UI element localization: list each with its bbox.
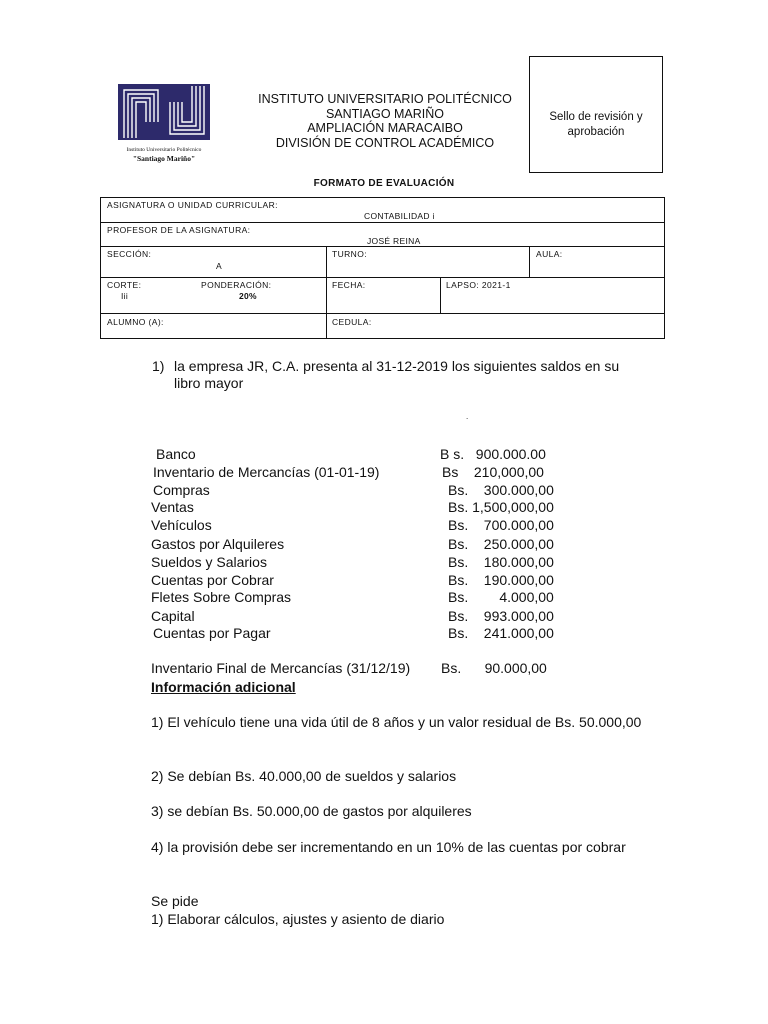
additional-item-2: 2) Se debían Bs. 40.000,00 de sueldos y salarios: [151, 768, 457, 784]
account-row: [151, 554, 267, 570]
account-name: Ventas: [151, 499, 194, 515]
institution-line-4: DIVISIÓN DE CONTROL ACADÉMICO: [275, 135, 495, 150]
seal-line-1: Sello de revisión y: [549, 110, 643, 123]
weight-label: PONDERACIÓN:: [201, 280, 272, 290]
section-label: SECCIÓN:: [107, 249, 152, 259]
stray-dot: .: [466, 412, 469, 421]
student-label: ALUMNO (A):: [107, 317, 164, 327]
account-name: Cuentas por Pagar: [153, 625, 271, 641]
subject-label: ASIGNATURA O UNIDAD CURRICULAR:: [107, 200, 278, 210]
logo-text-line1: Instituto Universitario Politécnico: [126, 147, 202, 153]
account-row: [151, 589, 291, 605]
institution-line-3: AMPLIACIÓN MARACAIBO: [307, 121, 463, 135]
account-name: Capital: [151, 608, 195, 624]
professor-label: PROFESOR DE LA ASIGNATURA:: [107, 225, 251, 235]
section-value: A: [216, 261, 222, 271]
account-amount: Bs. 993.000,00: [448, 608, 554, 624]
shift-label: TURNO:: [332, 249, 367, 259]
account-row: [151, 499, 194, 515]
account-amount: B s. 900.000.00: [440, 446, 546, 462]
subject-value: CONTABILIDAD i: [364, 211, 435, 221]
form-row-professor: [100, 222, 665, 247]
account-name: Sueldos y Salarios: [151, 554, 267, 570]
account-row: [151, 608, 195, 624]
request-title: Se pide: [151, 893, 199, 909]
additional-info-title: Información adicional: [151, 679, 296, 695]
account-amount: Bs. 300.000,00: [448, 482, 554, 498]
account-row: [151, 572, 274, 588]
additional-item-1: 1) El vehículo tiene una vida útil de 8 años y un valor residual de Bs. 50.000,00: [151, 714, 642, 730]
account-row: [153, 464, 379, 480]
additional-item-4: 4) la provisión debe ser incrementando en un 10% de las cuentas por cobrar: [151, 839, 626, 855]
statement-number: 1): [152, 358, 165, 374]
account-name: Cuentas por Cobrar: [151, 572, 274, 588]
account-name: Gastos por Alquileres: [151, 536, 285, 552]
institution-heading: [230, 92, 540, 150]
account-row: [153, 482, 210, 498]
classroom-label: AULA:: [536, 249, 563, 259]
cut-value: Iii: [121, 291, 129, 301]
statement-line-1: la empresa JR, C.A. presenta al 31-12-2019 los siguientes saldos en su: [174, 358, 620, 374]
form-row-cut: [100, 277, 665, 314]
id-label: CEDULA:: [332, 317, 372, 327]
term-label: LAPSO: 2021-1: [446, 280, 511, 290]
review-seal-box: [529, 56, 663, 173]
weight-value: 20%: [239, 291, 257, 301]
account-amount: Bs 210,000,00: [442, 464, 544, 480]
account-amount: Bs. 250.000,00: [448, 536, 554, 552]
cut-divider-1: [326, 278, 327, 313]
account-row: [153, 625, 271, 641]
date-label: FECHA:: [332, 280, 366, 290]
account-amount: Bs. 180.000,00: [448, 554, 554, 570]
account-row: [156, 446, 196, 462]
statement-line-2: libro mayor: [174, 375, 244, 391]
form-row-section: [100, 246, 665, 278]
account-row: [151, 536, 284, 552]
account-name: Fletes Sobre Compras: [151, 589, 292, 605]
professor-value: JOSÉ REINA: [367, 236, 421, 246]
seal-line-2: aprobación: [567, 125, 625, 138]
account-amount: Bs. 1,500,000,00: [448, 499, 554, 515]
section-divider-1: [326, 247, 327, 277]
account-amount: Bs. 4.000,00: [448, 589, 554, 605]
logo-text-line2: "Santiago Mariño": [132, 154, 196, 163]
account-row: [151, 517, 212, 533]
final-inventory-label: Inventario Final de Mercancías (31/12/19): [151, 660, 411, 676]
additional-item-3: 3) se debían Bs. 50.000,00 de gastos por alquileres: [151, 803, 472, 819]
account-name: Inventario de Mercancías (01-01-19): [153, 464, 380, 480]
institute-logo-emblem: [118, 84, 210, 164]
institution-line-2: SANTIAGO MARIÑO: [325, 106, 445, 121]
institute-logo: [118, 84, 210, 164]
form-row-subject: [100, 197, 665, 223]
form-title: FORMATO DE EVALUACIÓN: [313, 178, 455, 189]
student-divider: [326, 314, 327, 338]
institution-line-1: INSTITUTO UNIVERSITARIO POLITÉCNICO: [258, 92, 512, 106]
account-name: Banco: [156, 446, 196, 462]
cut-divider-2: [440, 278, 441, 313]
cut-label: CORTE:: [107, 280, 142, 290]
account-amount: Bs. 190.000,00: [448, 572, 554, 588]
section-divider-2: [529, 247, 530, 277]
final-inventory-amount: Bs. 90.000,00: [441, 660, 547, 676]
account-name: Vehículos: [151, 517, 212, 533]
account-name: Compras: [153, 482, 210, 498]
account-amount: Bs. 241.000,00: [448, 625, 554, 641]
request-item-1: 1) Elaborar cálculos, ajustes y asiento de diario: [151, 911, 445, 927]
form-row-student: [100, 313, 665, 339]
account-amount: Bs. 700.000,00: [448, 517, 554, 533]
